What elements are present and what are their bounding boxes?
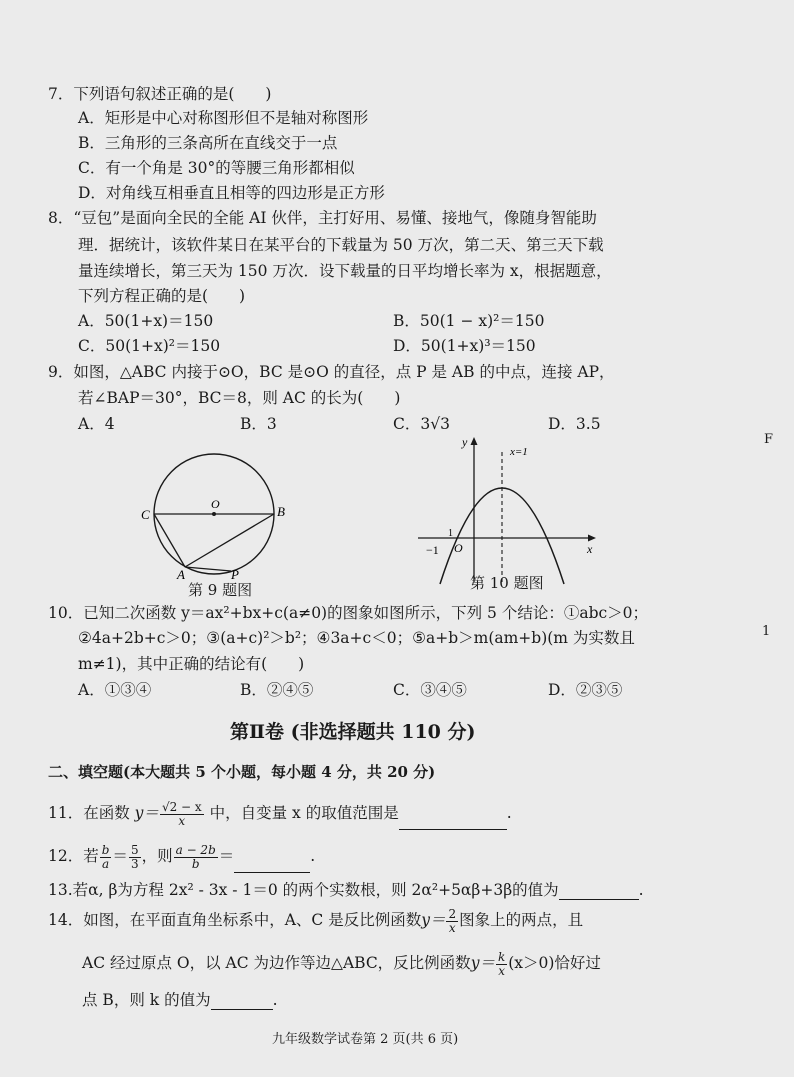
- label-y: y: [462, 435, 468, 449]
- q11-numerator: √2 − x: [161, 799, 202, 814]
- label-o: O: [211, 497, 220, 511]
- margin-mark-top: F: [764, 432, 774, 447]
- q8-line-3: 量连续增长，第三天为 150 万次．设下载量的日平均增长率为 x，根据题意，: [78, 262, 612, 280]
- q14-suffix: 图象上的两点，且: [459, 911, 584, 929]
- q13-text: 13.若α, β为方程 2x² - 3x - 1＝0 的两个实数根，则 2α²+5αβ+3β的值为: [48, 881, 559, 899]
- figure-10-parabola-graph: [412, 432, 602, 592]
- q11-y: y＝: [134, 804, 159, 822]
- q10-option-b: B．②④⑤: [240, 681, 314, 699]
- q7-option-d: D．对角线互相垂直且相等的四边形是正方形: [78, 184, 385, 202]
- label-axis: x=1: [510, 446, 528, 458]
- q14-line-1: [48, 903, 583, 937]
- q12-end: .: [310, 847, 316, 865]
- q12-f1-denominator: a: [102, 856, 110, 871]
- q9-option-d: D．3.5: [548, 415, 601, 433]
- q13-end: .: [638, 881, 644, 899]
- fill-in-section-header: 二、填空题(本大题共 5 个小题，每小题 4 分，共 20 分): [48, 763, 436, 781]
- q14-prefix: 14．如图，在平面直角坐标系中，A、C 是反比例函数: [48, 911, 422, 929]
- q8-option-c: C．50(1+x)²＝150: [78, 337, 221, 355]
- label-x: x: [587, 542, 593, 556]
- center-dot: [212, 512, 216, 516]
- label-p: P: [231, 567, 239, 580]
- q14-fraction-2-over-x: [446, 908, 458, 935]
- q14-line-3: [82, 990, 278, 1010]
- q12-f3-numerator: a − 2b: [175, 842, 216, 857]
- q14-answer-blank[interactable]: [211, 993, 273, 1010]
- q9-option-c: C．3√3: [393, 415, 450, 433]
- q12: [48, 839, 315, 873]
- q7-option-c: C．有一个角是 30°的等腰三角形都相似: [78, 159, 355, 177]
- q10-option-a: A．①③④: [78, 681, 152, 699]
- q14-fraction-k-over-x: [496, 951, 507, 978]
- q9-line-1: 9．如图，△ABC 内接于⊙O，BC 是⊙O 的直径，点 P 是 AB 的中点，连接 AP，: [48, 363, 615, 381]
- y-axis-arrow: [471, 437, 478, 445]
- section-2-title: 第Ⅱ卷 (非选择题共 110 分): [230, 721, 476, 743]
- q13: [48, 880, 644, 900]
- figure-9-circle-diagram: [135, 440, 295, 580]
- label-origin: O: [454, 541, 463, 555]
- q8-option-a: A．50(1+x)＝150: [78, 312, 214, 330]
- label-b: B: [277, 504, 285, 519]
- q12-mid: ，则: [141, 847, 173, 865]
- q9-option-a: A．4: [78, 415, 115, 433]
- x-axis-arrow: [588, 535, 596, 542]
- q11-suffix: 中，自变量 x 的取值范围是: [209, 804, 399, 822]
- q12-f3-denominator: b: [191, 856, 200, 871]
- page-footer: 九年级数学试卷第 2 页(共 6 页): [272, 1032, 459, 1047]
- label-one: 1: [448, 528, 453, 539]
- q12-f2-numerator: 5: [130, 842, 139, 857]
- q8-line-4: 下列方程正确的是( ): [78, 287, 246, 305]
- label-a: A: [177, 567, 185, 580]
- q10-line-3: m≠1)，其中正确的结论有( ): [78, 655, 305, 673]
- figure-10-caption: 第 10 题图: [470, 574, 544, 592]
- q14-f1-denominator: x: [448, 920, 456, 935]
- q14-y2: y＝: [470, 954, 495, 972]
- q14-f2-numerator: k: [497, 949, 506, 964]
- q12-answer-blank[interactable]: [234, 856, 310, 873]
- q8-option-d: D．50(1+x)³＝150: [393, 337, 536, 355]
- q8-line-1: 8．“豆包”是面向全民的全能 AI 伙伴，主打好用、易懂、接地气，像随身智能助: [48, 209, 597, 227]
- q14-line-3-text: 点 B，则 k 的值为: [82, 991, 211, 1009]
- q12-fraction-expression: [174, 844, 218, 871]
- q7-option-b: B．三角形的三条高所在直线交于一点: [78, 134, 338, 152]
- segment-ca: [154, 514, 185, 567]
- q8-line-2: 理．据统计，该软件某日在某平台的下载量为 50 万次，第二天、第三天下载: [78, 236, 604, 254]
- q12-post: ＝: [218, 847, 235, 865]
- q10-line-1: 10．已知二次函数 y＝ax²+bx+c(a≠0)的图象如图所示，下列 5 个结论：①abc＞0；: [48, 604, 649, 622]
- q11-end: .: [506, 804, 512, 822]
- q12-fraction-b-over-a: [100, 844, 112, 871]
- q12-f2-denominator: 3: [130, 856, 139, 871]
- q14-end: .: [272, 991, 278, 1009]
- q12-equals: ＝: [112, 847, 128, 865]
- q14-line-2-suffix: (x＞0)恰好过: [508, 954, 601, 972]
- q7-option-a: A．矩形是中心对称图形但不是轴对称图形: [78, 109, 369, 127]
- q7-stem: 7．下列语句叙述正确的是( ): [48, 85, 272, 103]
- q10-line-2: ②4a+2b+c＞0；③(a+c)²＞b²；④3a+c＜0；⑤a+b＞m(am+b)(m 为实数且: [78, 629, 635, 647]
- label-neg1: −1: [426, 543, 439, 557]
- segment-ab: [185, 514, 274, 567]
- q14-line-2: [82, 946, 601, 980]
- q14-y1: y＝: [421, 911, 446, 929]
- q13-answer-blank[interactable]: [559, 883, 639, 900]
- q8-option-b: B．50(1 − x)²＝150: [393, 312, 545, 330]
- q14-line-2-prefix: AC 经过原点 O，以 AC 为边作等边△ABC，反比例函数: [82, 954, 471, 972]
- q11-denominator: x: [178, 813, 186, 828]
- q11-fraction: [160, 801, 204, 828]
- q14-f1-numerator: 2: [448, 906, 457, 921]
- q12-prefix: 12．若: [48, 847, 99, 865]
- q9-option-b: B．3: [240, 415, 277, 433]
- figure-9-caption: 第 9 题图: [188, 581, 253, 599]
- q10-option-d: D．②③⑤: [548, 681, 623, 699]
- q10-option-c: C．③④⑤: [393, 681, 467, 699]
- q11: [48, 796, 512, 830]
- label-c: C: [141, 507, 150, 522]
- q12-fraction-5-over-3: [129, 844, 141, 871]
- q14-f2-denominator: x: [498, 963, 505, 978]
- q11-prefix: 11．在函数: [48, 804, 130, 822]
- q12-f1-numerator: b: [101, 842, 110, 857]
- q9-line-2: 若∠BAP＝30°，BC＝8，则 AC 的长为( ): [78, 389, 401, 407]
- q11-answer-blank[interactable]: [399, 813, 507, 830]
- margin-mark-bottom: 1: [762, 624, 771, 639]
